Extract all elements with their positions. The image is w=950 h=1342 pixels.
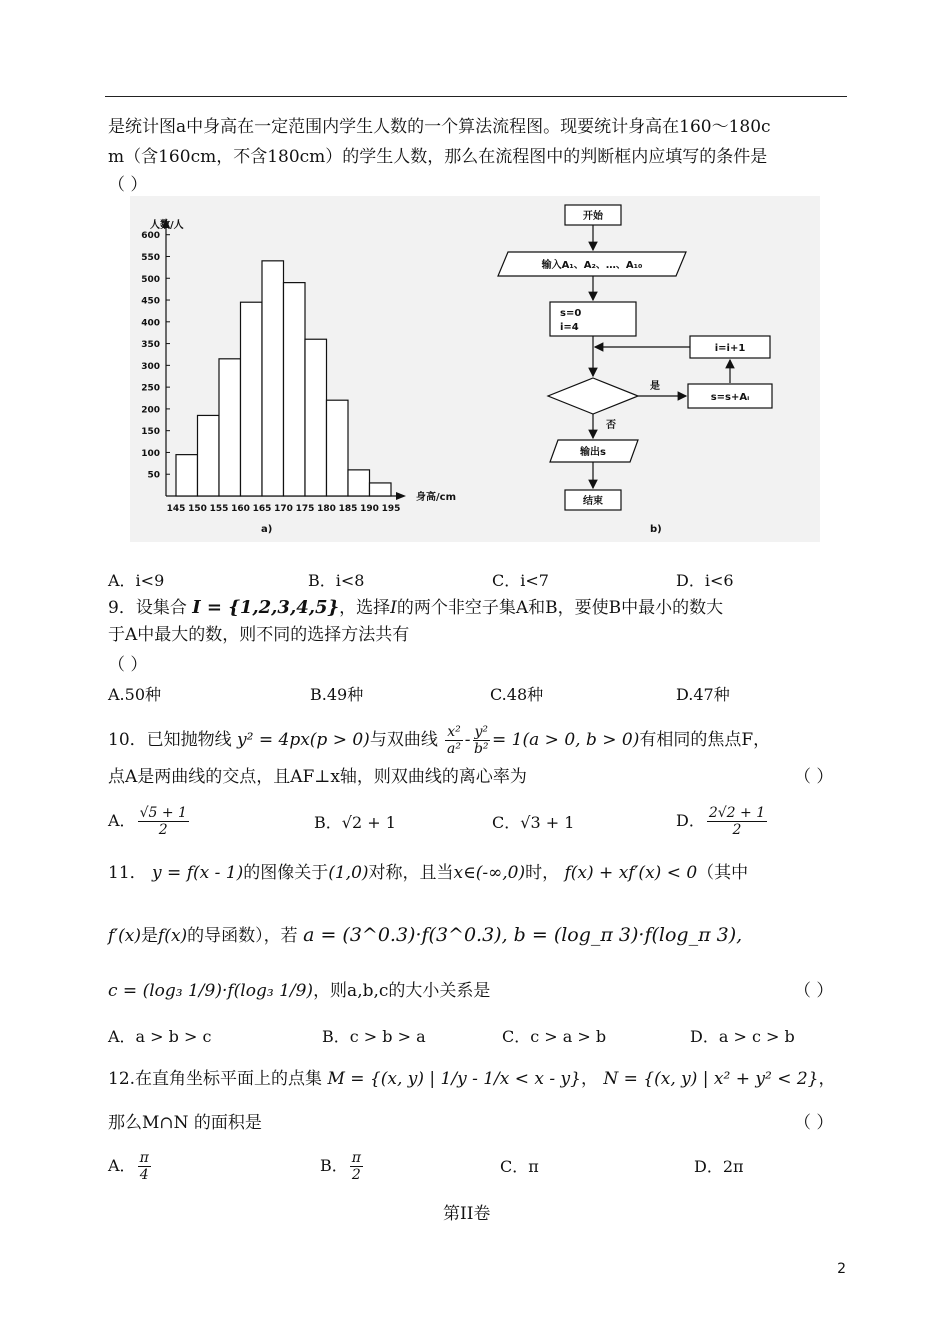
hist-xtick-185: 185 <box>338 504 358 514</box>
hist-ytick-150: 150 <box>141 427 160 438</box>
q11-option-b: B．c > b > a <box>322 1027 426 1046</box>
q10-parabola: y² = 4px(p > 0) <box>237 730 370 750</box>
hist-xtick-170: 170 <box>274 504 293 514</box>
q10-prefix: 10．已知抛物线 <box>108 730 232 750</box>
q8-option-c: C．i<7 <box>492 571 549 590</box>
hist-bar-190-195 <box>370 483 392 496</box>
section-title: 第II卷 <box>443 1204 491 1224</box>
q9-option-d: D.47种 <box>676 685 730 704</box>
hist-caption: a) <box>261 524 273 535</box>
hist-xtick-195: 195 <box>381 504 401 514</box>
intro-paren: （ ） <box>108 175 148 195</box>
q10-line-1: 10．已知抛物线 y² = 4px(p > 0)与双曲线 $\frac{\text{x²}}{\text{a²}}$ - $\frac{\text{y²}}{\text{b²}}$ = 1(a > 0, b > 0)有相同的焦点F， <box>108 724 771 757</box>
hist-ytick-450: 450 <box>141 296 160 307</box>
intro-line-1: 是统计图a中身高在一定范围内学生人数的一个算法流程图。现要统计身高在160～180c <box>108 117 771 137</box>
q12-set-n: N = {(x, y) | x² + y² < 2} <box>603 1069 819 1089</box>
q10-frac-y: $\frac{\text{y²}}{\text{b²}}$ <box>473 724 489 757</box>
hist-ytick-300: 300 <box>141 361 160 372</box>
q9-line-2: 于A中最大的数，则不同的选择方法共有 <box>108 625 410 645</box>
q11-expr: a = (3^0.3)·f(3^0.3), b = (log_π 3)·f(log_π 3), <box>303 924 743 946</box>
q10-option-c: C．√3 + 1 <box>492 813 575 832</box>
q10-frac-x: $\frac{\text{x²}}{\text{a²}}$ <box>447 724 461 757</box>
q10-with: 与双曲线 <box>369 730 438 750</box>
hist-bar-165-170 <box>262 261 284 496</box>
flow-caption: b) <box>650 524 662 535</box>
q8-option-d: D．i<6 <box>676 571 734 590</box>
flow-no-label: 否 <box>606 420 616 431</box>
flow-start-text: 开始 <box>583 211 603 222</box>
hist-ytick-600: 600 <box>141 231 160 242</box>
flow-yes-label: 是 <box>650 381 660 392</box>
flow-output-text: 输出s <box>580 447 606 458</box>
header-rule <box>105 96 847 97</box>
hist-bar-180-185 <box>327 400 349 496</box>
hist-xtick-190: 190 <box>360 504 379 514</box>
hist-xtick-145: 145 <box>166 504 186 514</box>
q12-paren: （ ） <box>794 1113 834 1133</box>
q11-line-1: 11． y = f(x - 1)的图像关于(1,0)对称，且当x∈(-∞,0)时， f(x) + xf′(x) < 0（其中 <box>108 863 749 883</box>
hist-xlabel: 身高/cm <box>416 492 456 503</box>
q8-option-b: B．i<8 <box>308 571 365 590</box>
q11-option-c: C．c > a > b <box>502 1027 607 1046</box>
q9-option-a: A.50种 <box>108 685 162 704</box>
hist-ytick-400: 400 <box>141 318 160 329</box>
q9-prefix: 9．设集合 <box>108 598 187 618</box>
q11-line-2: f′(x)是f(x)的导函数），若 a = (3^0.3)·f(3^0.3), b = (log_π 3)·f(log_π 3), <box>108 924 743 946</box>
q10-line-2-text: 点A是两曲线的交点，且AF⊥x轴，则双曲线的离心率为 <box>108 767 527 787</box>
hist-xticks <box>167 504 401 514</box>
q10-line-2 <box>108 766 838 788</box>
flow-init-s: s=0 <box>560 308 582 319</box>
q12-option-b: B． $\frac{\pi}{2}$ <box>320 1150 361 1183</box>
q12-option-c: C．π <box>500 1157 539 1176</box>
q10-option-d: D． $\frac{2√2 + 1}{2}$ <box>676 805 766 838</box>
flow-increment-text: i=i+1 <box>714 343 746 354</box>
q10-option-b: B．√2 + 1 <box>314 813 396 832</box>
flow-end-text: 结束 <box>583 496 603 507</box>
q8-option-a: A．i<9 <box>108 571 165 590</box>
q11-line-3: c = (log₃ 1/9)·f(log₃ 1/9)，则a,b,c的大小关系是 （ ） <box>108 981 834 1001</box>
q10-hyper-rest: = 1(a > 0, b > 0) <box>492 730 640 750</box>
hist-bar-170-175 <box>284 283 306 496</box>
flow-init-i: i=4 <box>560 322 579 333</box>
q9-rest: 的两个非空子集A和B，要使B中最小的数大 <box>396 598 724 618</box>
hist-xtick-180: 180 <box>317 504 336 514</box>
hist-xtick-165: 165 <box>252 504 272 514</box>
hist-bar-155-160 <box>219 359 241 496</box>
q11-option-d: D．a > c > b <box>690 1027 795 1046</box>
q9-I: I <box>390 598 397 618</box>
q10-option-a: A． $\frac{√5 + 1}{2}$ <box>108 805 187 838</box>
page-number: 2 <box>837 1261 846 1277</box>
hist-ytick-550: 550 <box>141 252 160 263</box>
q9-set: I = {1,2,3,4,5} <box>192 597 340 618</box>
hist-bar-150-155 <box>198 415 220 496</box>
q10-focus: 有相同的焦点F， <box>639 730 771 750</box>
q9-option-c: C.48种 <box>490 685 544 704</box>
hist-xtick-155: 155 <box>209 504 229 514</box>
hist-xtick-150: 150 <box>188 504 207 514</box>
hist-ylabel: 人数/人 <box>150 220 184 231</box>
hist-ytick-250: 250 <box>141 383 160 394</box>
hist-xtick-160: 160 <box>231 504 250 514</box>
hist-ytick-350: 350 <box>141 340 160 351</box>
hist-xtick-175: 175 <box>295 504 315 514</box>
q11-fx: y = f(x - 1) <box>152 863 244 883</box>
q9-option-b: B.49种 <box>310 685 364 704</box>
hist-bar-185-190 <box>348 470 370 496</box>
q12-option-a: A． $\frac{\pi}{4}$ <box>108 1150 149 1183</box>
q9-paren: （ ） <box>108 655 148 675</box>
q11-c-def: c = (log₃ 1/9)·f(log₃ 1/9) <box>108 981 314 1001</box>
q12-line-2: 那么M∩N 的面积是 （ ） <box>108 1113 834 1133</box>
hist-ytick-500: 500 <box>141 274 160 285</box>
hist-bar-160-165 <box>241 302 263 496</box>
hist-ytick-50: 50 <box>147 470 160 481</box>
hist-ytick-100: 100 <box>141 448 160 459</box>
q9-mid: ，选择 <box>339 598 391 618</box>
q11-option-a: A．a > b > c <box>108 1027 212 1046</box>
q12-set-m: M = {(x, y) | 1/y - 1/x < x - y} <box>327 1069 581 1089</box>
hist-ytick-200: 200 <box>141 405 160 416</box>
q11-ineq: f(x) + xf′(x) < 0 <box>564 863 698 883</box>
q12-line-1: 12.在直角坐标平面上的点集 M = {(x, y) | 1/y - 1/x < x - y}， N = {(x, y) | x² + y² < 2}， <box>108 1069 836 1089</box>
hist-bar-145-150 <box>176 455 198 496</box>
flow-input-text: 输入A₁、A₂、…、A₁₀ <box>541 260 643 271</box>
intro-line-2: m（含160cm，不含180cm）的学生人数，那么在流程图中的判断框内应填写的条件是 <box>108 147 768 167</box>
figure <box>130 196 820 542</box>
flow-accumulate-text: s=s+Aᵢ <box>710 392 750 403</box>
q10-paren: （ ） <box>794 767 834 787</box>
hist-bar-175-180 <box>305 339 327 496</box>
q12-option-d: D．2π <box>694 1157 744 1176</box>
q9-line-1 <box>108 597 723 619</box>
q11-paren: （ ） <box>794 981 834 1001</box>
